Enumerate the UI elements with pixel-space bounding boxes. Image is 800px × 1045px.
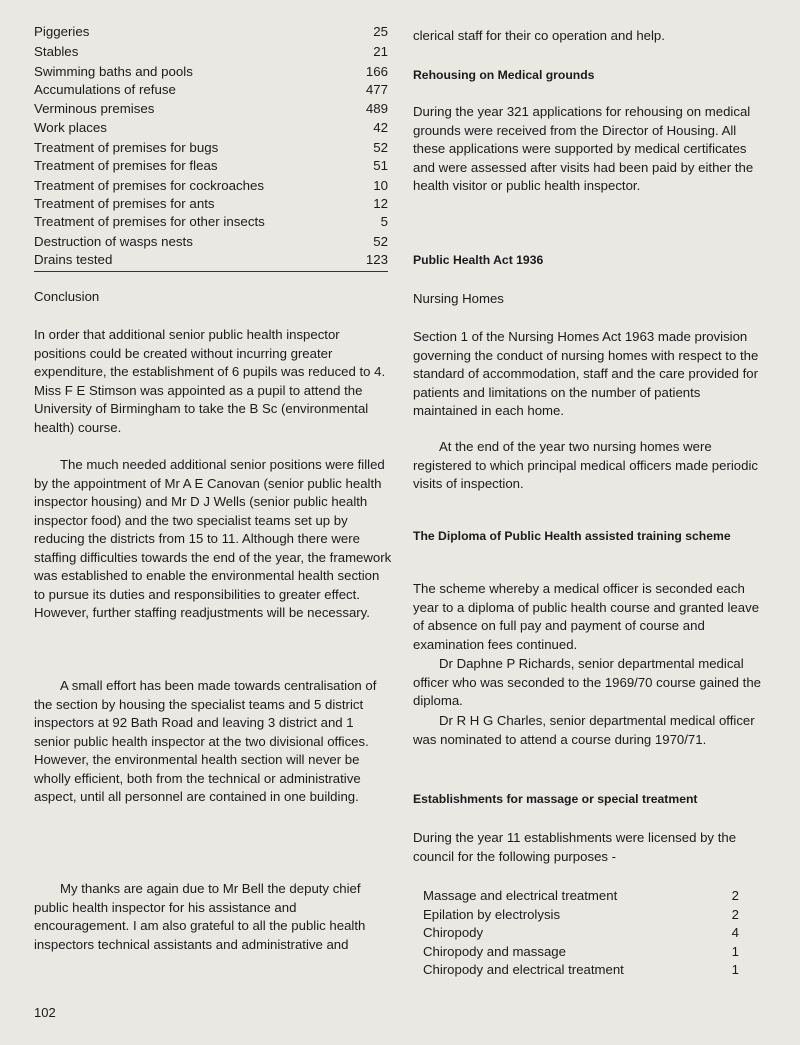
massage-heading: Establishments for massage or special treatment (413, 792, 698, 806)
list-item: Massage and electrical treatment 2 (423, 888, 739, 903)
rehousing-text: During the year 321 applications for rehousing on medical grounds were received from the Director of Housing. All these applications were supported by medical certificates and were assessed after visits had been paid by either the health visitor or public health inspector. (413, 104, 754, 193)
conclusion-paragraph-2: The much needed additional senior positions were filled by the appointment of Mr A E Canovan (senior public health inspector housing) and Mr D J Wells (senior public health inspector food) and the two specialist teams set up by reducing the districts from 15 to 11. Although there were staffing difficulties towards the end of the year, the framework was established to enable the environmental health section to pursue its duties and responsibilities to greater effect. However, further staffing readjustments will be necessary. (34, 457, 392, 620)
table-row: Stables 21 (34, 44, 388, 59)
page-number: 102 (34, 1005, 56, 1020)
table-row: Drains tested 123 (34, 252, 388, 267)
list-item: Epilation by electrolysis 2 (423, 907, 739, 922)
nursing-homes-heading: Nursing Homes (413, 291, 504, 306)
table-row: Destruction of wasps nests 52 (34, 234, 388, 249)
table-row: Treatment of premises for ants 12 (34, 196, 388, 211)
table-row: Swimming baths and pools 166 (34, 64, 388, 79)
table-row: Verminous premises 489 (34, 101, 388, 116)
massage-text: During the year 11 establishments were licensed by the council for the following purposes - (413, 830, 737, 864)
table-row: Accumulations of refuse 477 (34, 82, 388, 97)
diploma-heading: The Diploma of Public Health assisted training scheme (413, 529, 731, 543)
conclusion-paragraph-1: In order that additional senior public health inspector positions could be created without incurring greater expenditure, the establishment of 6 pupils was reduced to 4. Miss F E Stimson was appointed as a pupil to attend the University of Birmingham to take the B Sc (environmental health) course. (34, 327, 386, 435)
table-row: Treatment of premises for bugs 52 (34, 140, 388, 155)
public-health-act-heading: Public Health Act 1936 (413, 253, 544, 267)
table-row: Treatment of premises for fleas 51 (34, 158, 388, 173)
diploma-text-1: The scheme whereby a medical officer is seconded each year to a diploma of public health course and granted leave of absence on full pay and payment of course and examination fees continued. (413, 581, 760, 652)
nursing-homes-text-1: Section 1 of the Nursing Homes Act 1963 made provision governing the conduct of nursing homes with respect to the standard of accommodation, staff and the care provided for patients and limitations on the number of patients maintained in each home. (413, 329, 759, 418)
table-row: Treatment of premises for other insects 5 (34, 214, 388, 229)
diploma-text-3: Dr R H G Charles, senior departmental medical officer was nominated to attend a course during 1970/71. (413, 713, 755, 747)
conclusion-paragraph-4: My thanks are again due to Mr Bell the deputy chief public health inspector for his assistance and encouragement. I am also grateful to all the public health inspectors technical assistants and administrative and (34, 881, 366, 952)
list-item: Chiropody and electrical treatment 1 (423, 962, 739, 977)
table-row: Work places 42 (34, 120, 388, 135)
rehousing-heading: Rehousing on Medical grounds (413, 68, 595, 82)
conclusion-paragraph-3: A small effort has been made towards centralisation of the section by housing the specialist teams and 5 district inspectors at 92 Bath Road and leaving 3 district and 1 senior public health inspector at the two divisional offices. However, the environmental health section will never be wholly efficient, both from the technical or administrative aspect, until all personnel are contained in one building. (34, 678, 377, 804)
diploma-text-2: Dr Daphne P Richards, senior departmental medical officer who was seconded to the 1969/70 course gained the diploma. (413, 656, 762, 708)
conclusion-heading: Conclusion (34, 289, 100, 304)
continuation-text: clerical staff for their co operation and help. (413, 28, 665, 43)
table-divider (34, 271, 388, 272)
list-item: Chiropody and massage 1 (423, 944, 739, 959)
nursing-homes-text-2: At the end of the year two nursing homes were registered to which principal medical officers made periodic visits of inspection. (413, 439, 758, 491)
list-item: Chiropody 4 (423, 925, 739, 940)
table-row: Piggeries 25 (34, 24, 388, 39)
table-row: Treatment of premises for cockroaches 10 (34, 178, 388, 193)
